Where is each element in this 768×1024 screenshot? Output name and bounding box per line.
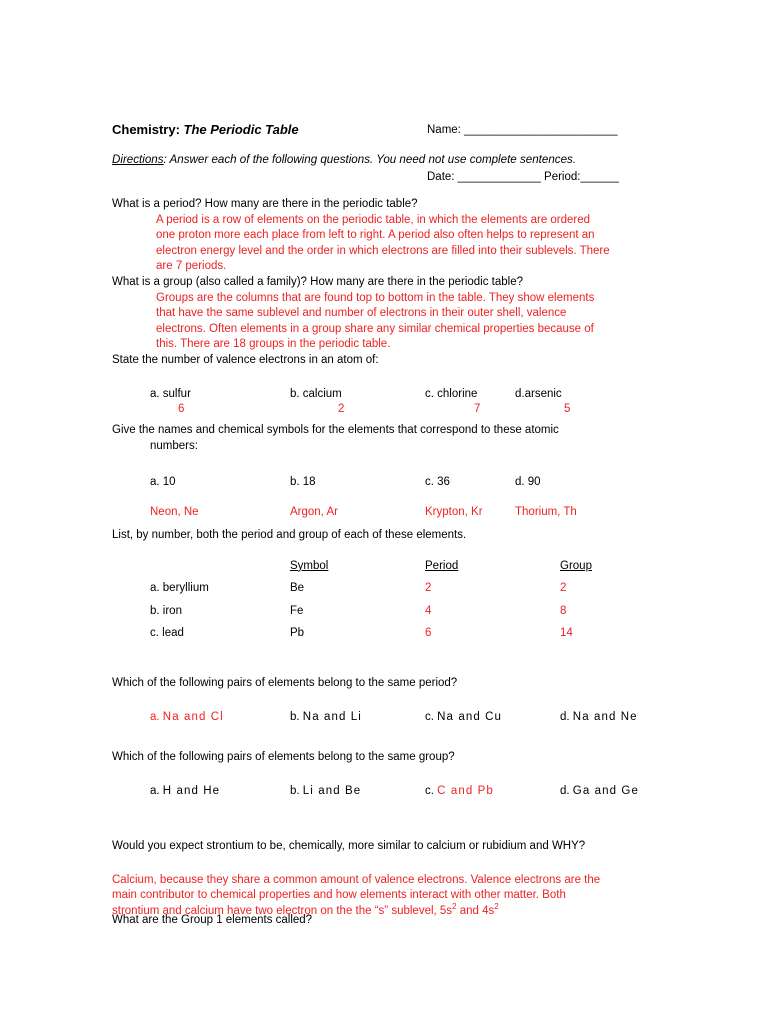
question-7-options [112, 784, 672, 800]
option-c[interactable] [425, 710, 502, 726]
answer-line: this. There are 18 groups in the periodic table. [156, 338, 391, 351]
question-2 [112, 275, 672, 353]
option-letter: d. [560, 784, 570, 797]
question-4-answers [112, 505, 672, 521]
question-9-text: What are the Group 1 elements called? [112, 914, 313, 926]
directions-label: Directions [112, 153, 164, 166]
question-2-text: What is a group (also called a family)? How many are there in the periodic table? [112, 276, 524, 288]
question-5 [112, 528, 672, 642]
option-text: Li and Be [302, 784, 362, 797]
question-8 [112, 839, 672, 919]
answer-line: A period is a row of elements on the periodic table, in which the elements are ordered [156, 213, 591, 226]
cell-group: 14 [560, 627, 573, 640]
option-answer: Argon, Ar [290, 505, 338, 518]
option-answer: Krypton, Kr [425, 505, 483, 518]
question-4-text: Give the names and chemical symbols for the elements that correspond to these atomic [112, 424, 559, 436]
option-answer: Thorium, Th [515, 505, 577, 518]
option-text: Na and Ne [572, 710, 638, 723]
name-field-line[interactable]: Name: ________________________ [427, 124, 618, 136]
question-5-text: List, by number, both the period and group of each of these elements. [112, 529, 467, 541]
directions-text: : Answer each of the following questions. You need not use complete sentences. [163, 153, 577, 166]
option-label: a. sulfur [150, 387, 191, 400]
page-title-prefix: Chemistry: [112, 122, 184, 137]
page-title-subject: The Periodic Table [183, 122, 299, 137]
cell-symbol: Pb [290, 627, 305, 640]
option-label: d.arsenic [515, 387, 562, 400]
cell-group: 8 [560, 604, 567, 617]
question-1-text: What is a period? How many are there in the periodic table? [112, 198, 418, 210]
option-letter: d. [560, 710, 570, 723]
column-header-group: Group [560, 559, 592, 572]
question-6-options [112, 710, 672, 726]
question-7 [112, 750, 672, 799]
cell-group: 2 [560, 582, 567, 595]
option-a[interactable] [150, 784, 220, 800]
option-text: Na and Cl [162, 710, 224, 723]
answer-line: Groups are the columns that are found top to bottom in the table. They show elements [156, 291, 595, 304]
cell-symbol: Fe [290, 604, 304, 617]
superscript-exponent: 2 [452, 901, 457, 911]
option-answer: 2 [338, 403, 345, 416]
question-3-labels [112, 387, 672, 403]
answer-line: electron energy level and the order in which electrons are filled into their sublevels. There [156, 244, 610, 257]
question-3-answers [112, 402, 672, 418]
table-row [112, 604, 672, 620]
question-4-labels [112, 475, 672, 491]
question-6 [112, 676, 672, 725]
table-row [112, 626, 672, 642]
option-b[interactable] [290, 784, 361, 800]
cell-element: c. lead [150, 627, 184, 640]
option-text: H and He [162, 784, 221, 797]
option-text: Na and Cu [437, 710, 503, 723]
question-1-answer [156, 213, 672, 275]
option-letter: b. [290, 784, 300, 797]
option-text: Na and Li [302, 710, 362, 723]
option-label: b. 18 [290, 476, 316, 489]
date-period-field-line[interactable]: Date: _____________ Period:______ [427, 170, 619, 183]
directions-line [112, 153, 576, 166]
option-c[interactable] [425, 784, 494, 800]
question-1 [112, 197, 672, 275]
answer-line: that have the same sublevel and number of electrons in their outer shell, valence [156, 307, 567, 320]
answer-line-text: strontium and calcium have two electron on the the “s” sublevel, 5s [112, 904, 453, 917]
element-table-header [112, 559, 672, 575]
cell-symbol: Be [290, 582, 305, 595]
question-4 [112, 423, 672, 520]
column-header-period: Period [425, 559, 459, 572]
question-8-text: Would you expect strontium to be, chemically, more similar to calcium or rubidium and WHY? [112, 840, 586, 852]
answer-line: main contributor to chemical properties and how elements interact with other matter. Both [112, 889, 566, 902]
option-b[interactable] [290, 710, 362, 726]
option-answer: 7 [474, 403, 481, 416]
option-answer: 6 [178, 403, 185, 416]
option-label: b. calcium [290, 387, 342, 400]
option-label: c. 36 [425, 476, 450, 489]
option-letter: c. [425, 710, 434, 723]
question-4-text-cont: numbers: [150, 439, 198, 452]
option-letter: c. [425, 784, 434, 797]
answer-line-text: and 4s [456, 904, 495, 917]
answer-line: one proton more each place from left to right. A period also often helps to represent an [156, 229, 595, 242]
answer-line: electrons. Often elements in a group share any similar chemical properties because of [156, 322, 594, 335]
question-9 [112, 913, 672, 929]
superscript-exponent: 2 [494, 901, 499, 911]
table-row [112, 581, 672, 597]
answer-line: are 7 periods. [156, 260, 227, 273]
option-answer: Neon, Ne [150, 505, 199, 518]
option-label: a. 10 [150, 476, 176, 489]
cell-element: b. iron [150, 604, 182, 617]
question-6-text: Which of the following pairs of elements belong to the same period? [112, 677, 458, 689]
page-title [112, 122, 299, 137]
cell-period: 2 [425, 582, 432, 595]
option-answer: 5 [564, 403, 571, 416]
cell-period: 6 [425, 627, 432, 640]
cell-element: a. beryllium [150, 582, 209, 595]
cell-period: 4 [425, 604, 432, 617]
option-letter: a. [150, 784, 160, 797]
option-text: Ga and Ge [572, 784, 639, 797]
answer-line: Calcium, because they share a common amount of valence electrons. Valence electrons are the [112, 873, 601, 886]
question-3 [112, 353, 672, 418]
option-a[interactable] [150, 710, 224, 726]
question-3-text: State the number of valence electrons in an atom of: [112, 354, 379, 366]
option-label: d. 90 [515, 476, 541, 489]
option-letter: a. [150, 710, 160, 723]
option-label: c. chlorine [425, 387, 478, 400]
option-d[interactable] [560, 710, 638, 726]
option-d[interactable] [560, 784, 639, 800]
option-text: C and Pb [437, 784, 494, 797]
option-letter: b. [290, 710, 300, 723]
column-header-symbol: Symbol [290, 559, 329, 572]
question-7-text: Which of the following pairs of elements belong to the same group? [112, 751, 455, 763]
question-2-answer [156, 291, 672, 353]
